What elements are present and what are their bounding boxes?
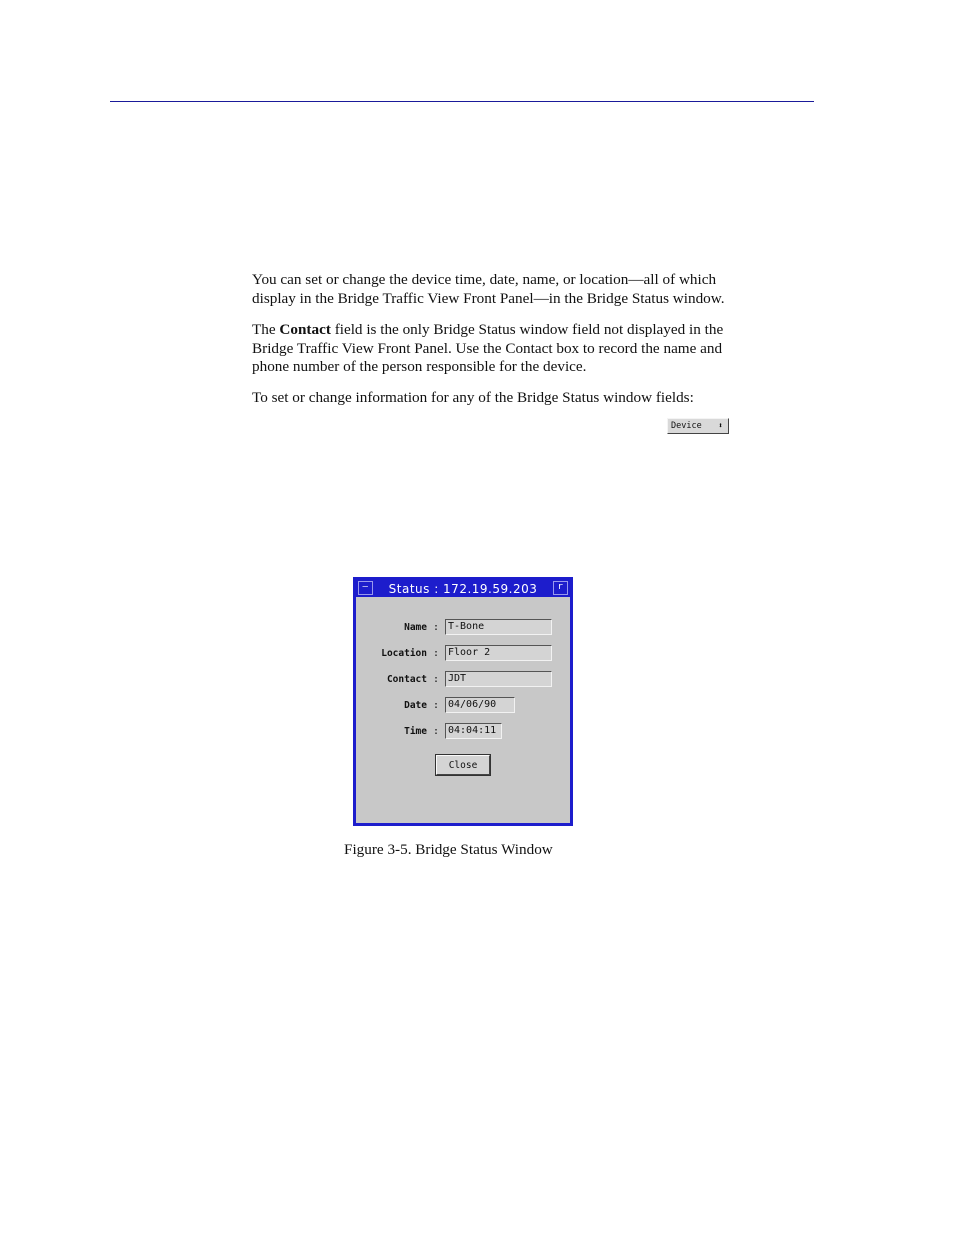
time-field[interactable]: 04:04:11 [445, 723, 502, 739]
intro-line-2: display in the Bridge Traffic View Front Panel—in the Bridge Status window. [252, 289, 725, 307]
figure-caption: Figure 3-5. Bridge Status Window [344, 841, 553, 858]
updown-arrow-icon: ⬍ [718, 421, 723, 430]
instruction-text: To set or change information for any of the Bridge Status window fields: [252, 389, 694, 406]
contact-label: Contact [386, 673, 427, 685]
close-button-label: Close [448, 759, 478, 771]
time-label: Time [404, 725, 427, 737]
date-row [356, 696, 515, 714]
contact-paragraph [252, 321, 797, 377]
name-row [356, 618, 552, 636]
bridge-status-window [353, 577, 573, 826]
contact-bold: Contact [279, 321, 331, 338]
contact-colon: : [432, 673, 440, 685]
window-resize-icon[interactable]: r [553, 581, 568, 595]
intro-paragraph [252, 271, 797, 308]
window-titlebar[interactable] [356, 580, 570, 597]
date-field[interactable]: 04/06/90 [445, 697, 515, 713]
location-row [356, 644, 552, 662]
close-button[interactable] [436, 755, 490, 775]
contact-lead: The [252, 321, 280, 338]
device-button-label: Device [671, 421, 702, 431]
name-field[interactable]: T-Bone [445, 619, 552, 635]
time-colon: : [432, 725, 440, 737]
location-label: Location [381, 647, 427, 659]
contact-line-3: phone number of the person responsible for the device. [252, 358, 587, 376]
header-rule [110, 101, 814, 102]
name-label: Name [404, 621, 427, 633]
contact-line-1: field is the only Bridge Status window field not displayed in the [330, 321, 724, 338]
contact-field[interactable]: JDT [445, 671, 552, 687]
date-colon: : [432, 699, 440, 711]
instruction-paragraph [252, 389, 797, 408]
date-label: Date [404, 699, 427, 711]
window-body [356, 580, 570, 823]
device-menu-button[interactable] [667, 418, 729, 434]
location-colon: : [432, 647, 440, 659]
window-title: Status : 172.19.59.203 [388, 581, 538, 596]
contact-line-2: Bridge Traffic View Front Panel. Use the Contact box to record the name and [252, 339, 723, 357]
contact-row [356, 670, 552, 688]
location-field[interactable]: Floor 2 [445, 645, 552, 661]
name-colon: : [432, 621, 440, 633]
window-menu-icon[interactable]: — [358, 581, 373, 595]
time-row [356, 722, 502, 740]
intro-line-1: You can set or change the device time, date, name, or location—all of which [252, 271, 717, 288]
